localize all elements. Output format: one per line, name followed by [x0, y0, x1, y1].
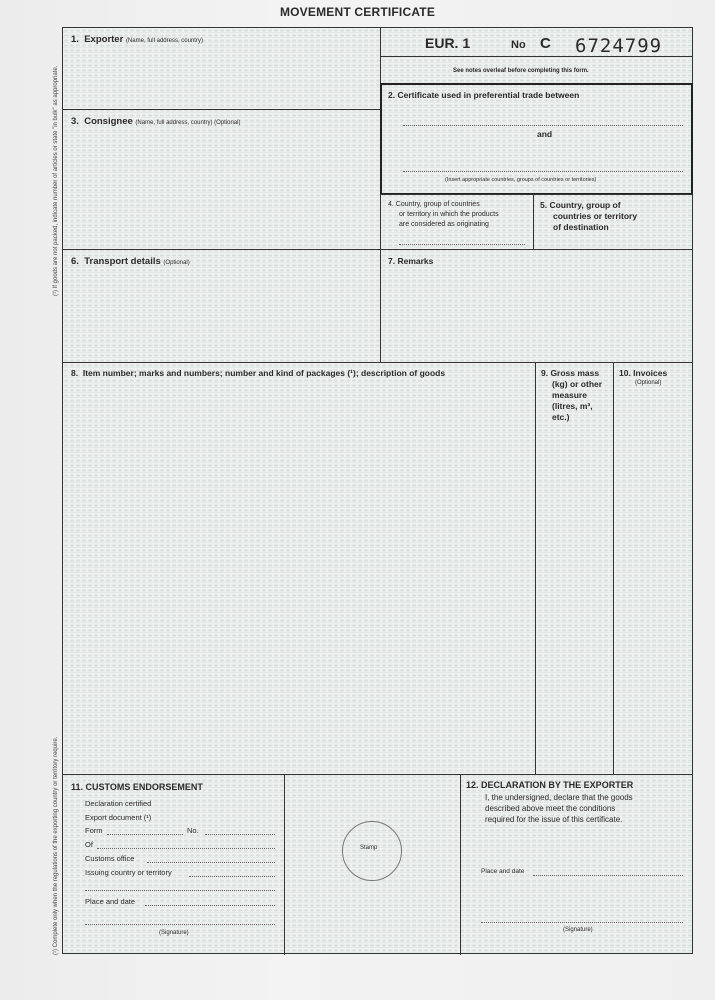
box-5-line-1: 5. Country, group of [540, 200, 621, 210]
gross-mass-field[interactable] [538, 426, 610, 770]
side-note-top: (¹) If goods are not packed, indicate number of articles or state "in bulk" as appropriate. [53, 65, 59, 296]
box-4-line-2: or territory in which the products [399, 211, 499, 218]
transport-details-field[interactable] [69, 270, 374, 358]
box-4-line-1: 4. Country, group of countries [388, 201, 480, 208]
form-no-label: No. [187, 826, 199, 835]
box-2-and: and [537, 129, 553, 139]
customs-endorsement-field[interactable] [83, 796, 278, 926]
notes-overleaf: See notes overleaf before completing this form. [453, 68, 589, 74]
box-9-line-2: (kg) or other [552, 379, 603, 389]
box-10-hint: (Optional) [635, 380, 662, 386]
eur-label: EUR. 1 [425, 35, 471, 51]
box-5-line-3: of destination [553, 222, 609, 232]
stamp-circle [342, 821, 402, 881]
invoices-field[interactable] [616, 394, 688, 770]
remarks-field[interactable] [385, 270, 687, 358]
place-date-label-11: Place and date [85, 897, 136, 906]
box-3-label: 3. Consignee (Name, full address, country) (Optional) [71, 116, 241, 127]
certificate-number: 6724799 [575, 35, 663, 57]
box-6-label: 6. Transport details (Optional) [71, 256, 190, 267]
box-2-hint: (Insert appropriate countries, groups of countries or territories) [445, 177, 597, 183]
declaration-certified: Declaration certified [85, 799, 152, 808]
signature-label-11: (Signature) [159, 930, 189, 936]
preferential-trade-field[interactable] [393, 108, 683, 173]
box-5-line-2: countries or territory [553, 211, 638, 221]
box-9-line-4: (litres, m³, [552, 401, 593, 411]
box-11-label: 11. CUSTOMS ENDORSEMENT [71, 782, 203, 792]
certificate-form [62, 27, 693, 954]
exporter-declaration-field[interactable] [478, 858, 688, 926]
box-12-text-2: described above meet the conditions [485, 804, 616, 813]
series-letter: C [540, 35, 551, 52]
origin-country-field[interactable] [385, 233, 530, 247]
place-date-label-12: Place and date [481, 868, 525, 875]
signature-label-12: (Signature) [563, 927, 593, 933]
consignee-field[interactable] [69, 130, 374, 245]
box-1-label: 1. Exporter (Name, full address, country) [71, 34, 203, 45]
form-label: Form [85, 826, 103, 835]
box-12-text-1: I, the undersigned, declare that the goods [485, 793, 633, 802]
destination-country-field[interactable] [537, 234, 687, 247]
customs-office-label: Customs office [85, 854, 135, 863]
box-12-text-3: required for the issue of this certificate. [485, 815, 623, 824]
goods-description-field[interactable] [69, 384, 531, 770]
box-10-label: 10. Invoices [619, 368, 668, 378]
box-9-line-3: measure [552, 390, 587, 400]
box-7-label: 7. Remarks [388, 256, 434, 266]
stamp-label: Stamp [360, 845, 378, 851]
issuing-country-label: Issuing country or territory [85, 868, 172, 877]
box-8-label: 8. Item number; marks and numbers; number and kind of packages (¹); description of goods [71, 368, 446, 378]
document-title: MOVEMENT CERTIFICATE [279, 5, 436, 19]
box-9-line-5: etc.) [552, 412, 570, 422]
box-12-label: 12. DECLARATION BY THE EXPORTER [466, 780, 634, 790]
of-label: Of [85, 840, 93, 849]
exporter-field[interactable] [69, 48, 374, 106]
side-note-bottom: (¹) Complete only when the regulations of the exporting country or territory require. [53, 736, 59, 955]
box-9-line-1: 9. Gross mass [541, 368, 600, 378]
export-document: Export document (¹) [85, 813, 152, 822]
box-4-line-3: are considered as originating [399, 221, 489, 228]
box-2-label: 2. Certificate used in preferential trade between [388, 90, 580, 100]
no-label: No [511, 39, 526, 51]
